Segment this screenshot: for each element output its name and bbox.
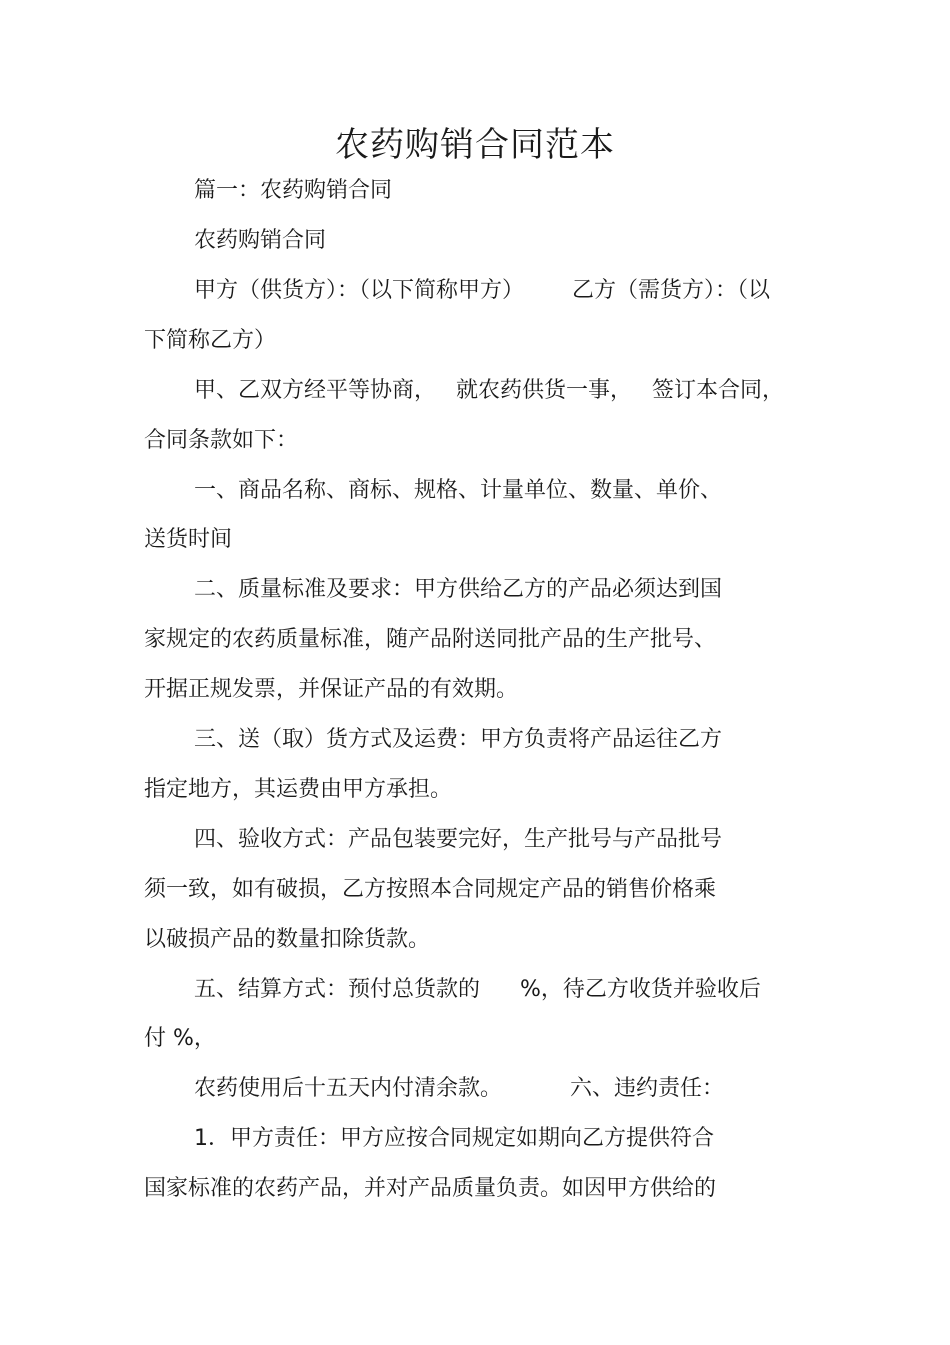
section-heading: 六、违约责任： xyxy=(570,1076,725,1101)
paragraph-line: 下简称乙方） xyxy=(144,328,277,353)
paragraph-line: 二、质量标准及要求：甲方供给乙方的产品必须达到国 xyxy=(194,577,723,602)
paragraph-line: 国家标准的农药产品，并对产品质量负责。如因甲方供给的 xyxy=(144,1176,717,1201)
paragraph-line: 合同条款如下： xyxy=(144,428,299,453)
text-segment: 甲、乙双方经平等协商， xyxy=(194,378,437,403)
paragraph-line: 四、验收方式：产品包装要完好，生产批号与产品批号 xyxy=(194,827,723,852)
paragraph-line: 付 %， xyxy=(144,1026,216,1051)
document-title: 农药购销合同范本 xyxy=(335,125,615,165)
paragraph-line xyxy=(194,1074,724,1104)
text-segment: 就农药供货一事， xyxy=(456,378,633,403)
text-segment: 签订本合同， xyxy=(652,378,785,403)
paragraph-line: 一、商品名称、商标、规格、计量单位、数量、单价、 xyxy=(194,478,723,503)
paragraph-line: 三、送（取）货方式及运费：甲方负责将产品运往乙方 xyxy=(194,727,723,752)
paragraph-line: 农药购销合同 xyxy=(194,228,327,253)
paragraph-line: 以破损产品的数量扣除货款。 xyxy=(144,927,431,952)
paragraph-line xyxy=(194,276,770,306)
paragraph-line: 指定地方，其运费由甲方承担。 xyxy=(144,777,453,802)
paragraph-line: 篇一：农药购销合同 xyxy=(194,178,393,203)
paragraph-line xyxy=(194,975,761,1005)
party-b-text: 乙方（需货方）：（以 xyxy=(572,278,771,303)
party-a-text: 甲方（供货方）：（以下简称甲方） xyxy=(194,278,525,303)
paragraph-line: 1．甲方责任：甲方应按合同规定如期向乙方提供符合 xyxy=(194,1126,714,1151)
paragraph-line: 开据正规发票，并保证产品的有效期。 xyxy=(144,677,519,702)
text-segment: %，待乙方收货并验收后 xyxy=(520,977,761,1002)
paragraph-line: 送货时间 xyxy=(144,527,233,552)
text-segment: 农药使用后十五天内付清余款。 xyxy=(194,1076,503,1101)
paragraph-line: 家规定的农药质量标准，随产品附送同批产品的生产批号、 xyxy=(144,627,717,652)
paragraph-line xyxy=(194,376,784,406)
paragraph-line: 须一致，如有破损，乙方按照本合同规定产品的销售价格乘 xyxy=(144,877,717,902)
text-segment: 五、结算方式：预付总货款的 xyxy=(194,977,481,1002)
